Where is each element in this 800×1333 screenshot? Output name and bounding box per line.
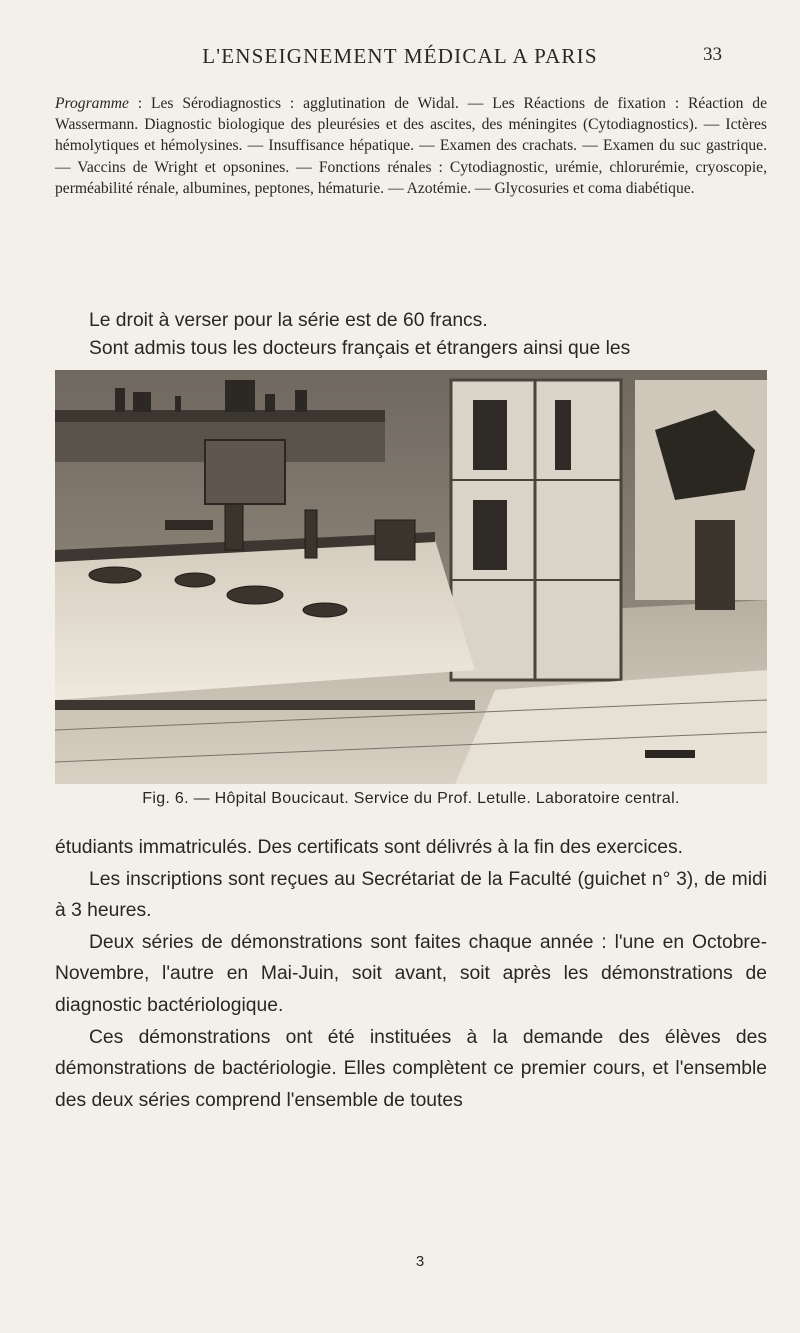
body-paragraph: étudiants immatriculés. Des certificats sont délivrés à la fin des exercices. [55,837,683,858]
signature-mark: 3 [415,1253,425,1270]
laboratory-photograph [55,370,767,784]
body-paragraph: Ces démonstrations ont été instituées à la demande des élèves des démonstrations de bactériologie. Elles complètent ce premier cours, et l'ensemble des deux séries comprend l'ensemble de toutes [55,1026,767,1111]
figure-caption: Fig. 6. — Hôpital Boucicaut. Service du Prof. Letulle. Laboratoire central. [142,790,680,807]
body-paragraph: Deux séries de démonstrations sont faites chaque année : l'une en Octobre-Novembre, l'autre en Mai-Juin, soit avant, soit après les démonstrations de diagnostic bactériologique. [55,931,767,1016]
admitted-line: Sont admis tous les docteurs français et étrangers ainsi que les [89,338,631,359]
fee-line: Le droit à verser pour la série est de 60 francs. [89,310,488,331]
programme-lead: Programme [55,95,129,112]
page-number: 33 [703,44,722,65]
programme-paragraph [55,93,767,199]
running-title: L'ENSEIGNEMENT MÉDICAL A PARIS [202,44,598,68]
body-paragraph: Les inscriptions sont reçues au Secrétariat de la Faculté (guichet n° 3), de midi à 3 heures. [55,868,767,922]
body-text [55,832,767,1116]
programme-text: : Les Sérodiagnostics : agglutination de Widal. — Les Réactions de fixation : Réaction de Wassermann. Diagnostic biologique des pleurésies et des ascites, des méningites (Cytodiagnostics). — Ictères hémolytiques et hémolysines. — Insuffisance hépatique. — Examen des crachats. — Examen du suc gastrique. — Vaccins de Wright et opsonines. — Fonctions rénales : Cytodiagnostic, urémie, chlorurémie, cryoscopie, perméabilité rénale, albumines, peptones, hématurie. — Azotémie. — Glycosuries et coma diabétique. [55,95,767,197]
page-header [0,44,800,84]
